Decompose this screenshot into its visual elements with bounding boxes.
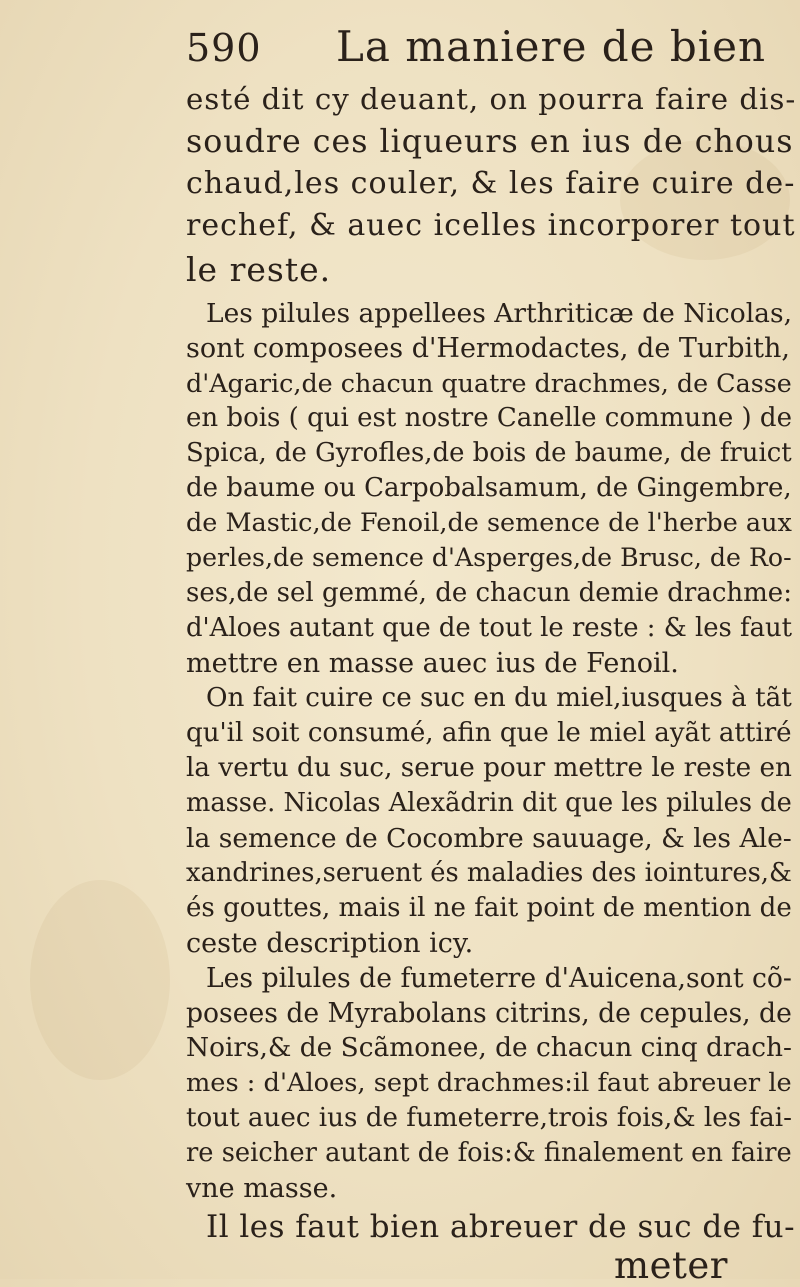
text-line: d'Agaric,de chacun quatre drachmes, de Casse — [186, 368, 792, 398]
text-line: masse. Nicolas Alexãdrin dit que les pilules de — [186, 788, 792, 818]
text-line: xandrines,seruent és maladies des iointures,& — [186, 858, 792, 888]
page-header — [186, 22, 767, 78]
text-line: le reste. — [186, 250, 332, 289]
page-number: 590 — [186, 26, 262, 70]
text-line: Les pilules appellees Arthriticæ de Nicolas, — [206, 298, 793, 329]
text-line: On fait cuire ce suc en du miel,iusques à tãt — [206, 683, 792, 713]
text-line: sont composees d'Hermodactes, de Turbith, — [186, 333, 790, 364]
text-line: vne masse. — [186, 1173, 338, 1204]
text-line: qu'il soit consumé, afin que le miel ayãt attiré — [186, 718, 792, 748]
text-line: Les pilules de fumeterre d'Auicena,sont cõ- — [206, 963, 792, 994]
text-line: Noirs,& de Scãmonee, de chacun cinq drach- — [186, 1033, 792, 1063]
text-line: de Mastic,de Fenoil,de semence de l'herbe aux — [186, 508, 792, 538]
text-line: d'Aloes autant que de tout le reste : & les faut — [186, 613, 793, 643]
text-line: perles,de semence d'Asperges,de Brusc, de Ro- — [186, 543, 792, 572]
text-line: ceste description icy. — [186, 928, 474, 959]
text-line: chaud,les couler, & les faire cuire de- — [186, 166, 796, 201]
heading-line: meter — [614, 1244, 728, 1287]
text-line: posees de Myrabolans citrins, de cepules, de — [186, 998, 792, 1029]
text-line: ses,de sel gemmé, de chacun demie drachme: — [186, 578, 792, 608]
text-line: re seicher autant de fois:& finalement en faire — [186, 1138, 792, 1168]
heading-line: Il les faut bien abreuer de suc de fu- — [206, 1209, 796, 1245]
text-line: soudre ces liqueurs en ius de chous — [186, 124, 794, 160]
text-line: tout auec ius de fumeterre,trois fois,& les fai- — [186, 1103, 792, 1133]
text-line: és gouttes, mais il ne fait point de mention de — [186, 893, 792, 923]
paper-stain — [30, 880, 170, 1080]
text-line: rechef, & auec icelles incorporer tout — [186, 208, 796, 243]
text-line: de baume ou Carpobalsamum, de Gingembre, — [186, 473, 792, 503]
text-line: la semence de Cocombre sauuage, & les Ale- — [186, 823, 792, 854]
text-line: en bois ( qui est nostre Canelle commune ) de — [186, 403, 792, 433]
text-line: mes : d'Aloes, sept drachmes:il faut abreuer le — [186, 1068, 792, 1098]
text-line: la vertu du suc, serue pour mettre le reste en — [186, 753, 792, 783]
text-line: esté dit cy deuant, on pourra faire dis- — [186, 82, 797, 116]
text-line: Spica, de Gyrofles,de bois de baume, de fruict — [186, 438, 792, 468]
running-head: La maniere de bien — [336, 22, 767, 71]
text-line: mettre en masse auec ius de Fenoil. — [186, 648, 679, 679]
